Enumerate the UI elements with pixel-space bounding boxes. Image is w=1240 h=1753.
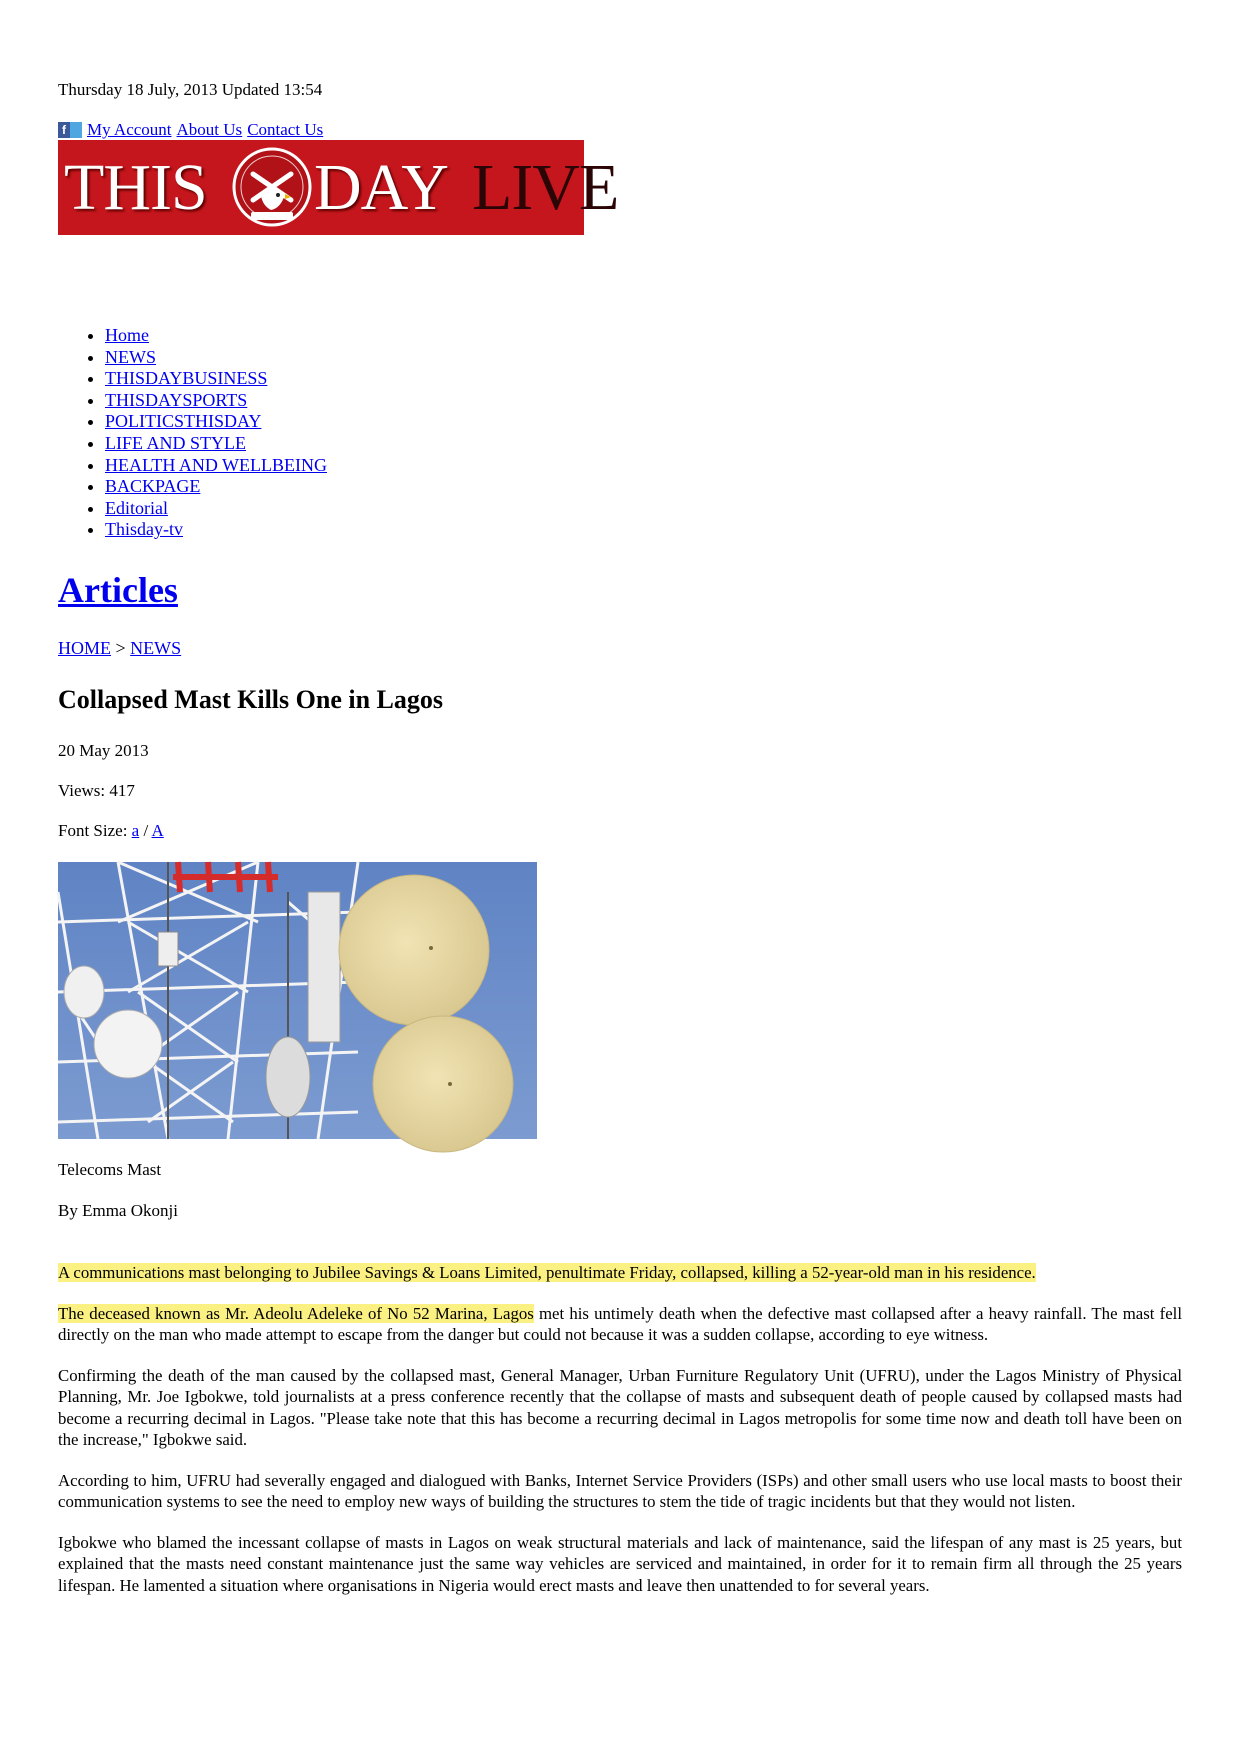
image-caption: Telecoms Mast (58, 1160, 162, 1179)
breadcrumb-separator: > (115, 638, 126, 658)
about-us-link[interactable]: About Us (176, 120, 243, 139)
paragraph-2-rest: met his untimely death when the defective mast collapsed after a heavy rainfall. The mast fell directly on the man who made attempt to escape from the danger but could not because it was a sudden collapse, according to eye witness. (58, 1303, 1182, 1344)
twitter-icon[interactable] (70, 122, 82, 138)
paragraph-5: Igbokwe who blamed the incessant collapse of masts in Lagos on weak structural materials and lack of maintenance, said the lifespan of any mast is 25 years, but explained that the masts need constant maintenance just the same way vehicles are serviced and maintained, in order for it to remain firm all through the 25 years lifespan. He lamented a situation where organisations in Nigeria would erect masts and leave then unattended to for several years. (58, 1532, 1182, 1595)
nav-item-home (105, 325, 327, 347)
nav-link-thisday-tv[interactable]: Thisday-tv (105, 519, 183, 540)
nav-item-editorial (105, 498, 327, 520)
nav-item-backpage (105, 476, 327, 498)
eagle-seal-icon (231, 146, 313, 228)
nav-link-backpage[interactable]: BACKPAGE (105, 476, 201, 497)
breadcrumb-news[interactable]: NEWS (130, 638, 182, 658)
article-title: Collapsed Mast Kills One in Lagos (58, 685, 443, 714)
nav-item-business (105, 368, 327, 390)
font-size-small-link[interactable]: a (131, 821, 140, 840)
top-links (58, 119, 323, 140)
article-views: Views: 417 (58, 781, 135, 800)
telecom-mast-image (58, 862, 537, 1139)
nav-link-home[interactable]: Home (105, 325, 149, 345)
font-size-separator: / (143, 821, 149, 840)
site-logo[interactable] (58, 140, 619, 235)
dateline: Thursday 18 July, 2013 Updated 13:54 (58, 80, 323, 99)
articles-heading[interactable]: Articles (58, 570, 178, 610)
nav-item-life-style (105, 433, 327, 455)
paragraph-2 (58, 1303, 1182, 1346)
nav-link-business[interactable]: THISDAYBUSINESS (105, 368, 268, 389)
highlighted-text: A communications mast belonging to Jubilee Savings & Loans Limited, penultimate Friday, collapsed, killing a 52-year-old man in his residence. (58, 1263, 1036, 1282)
nav-link-health[interactable]: HEALTH AND WELLBEING (105, 454, 327, 475)
my-account-link[interactable]: My Account (87, 120, 172, 139)
paragraph-3: Confirming the death of the man caused by the collapsed mast, General Manager, Urban Furniture Regulatory Unit (UFRU), under the Lagos Ministry of Physical Planning, Mr. Joe Igbokwe, told journalists at a press conference recently that the collapse of masts and subsequent death of people caused by collapsed masts had become a recurring decimal in Lagos. "Please take note that this has become a recurring decimal in Lagos metropolis for some time now and death toll have been on the increase," Igbokwe said. (58, 1365, 1182, 1449)
nav-link-news[interactable]: NEWS (105, 346, 156, 367)
nav-item-news (105, 347, 327, 369)
article-photo (58, 862, 537, 1139)
article-body (58, 1262, 1182, 1615)
nav-link-editorial[interactable]: Editorial (105, 497, 168, 518)
nav-item-sports (105, 390, 327, 412)
logo-word-this: THIS (64, 151, 207, 224)
font-size-label: Font Size: (58, 821, 128, 840)
nav-link-life-style[interactable]: LIFE AND STYLE (105, 432, 246, 453)
nav-link-politics[interactable]: POLITICSTHISDAY (105, 411, 262, 432)
social-icons[interactable] (58, 122, 82, 138)
paragraph-1 (58, 1262, 1182, 1284)
breadcrumb (58, 638, 181, 659)
logo-word-live: LIVE (472, 151, 619, 224)
font-size-control (58, 820, 164, 841)
article-date: 20 May 2013 (58, 741, 149, 760)
logo-word-day: DAY (314, 151, 448, 224)
nav-item-politics (105, 411, 327, 433)
facebook-icon[interactable]: f (58, 122, 70, 138)
contact-us-link[interactable]: Contact Us (247, 120, 324, 139)
paragraph-4: According to him, UFRU had severally engaged and dialogued with Banks, Internet Service Providers (ISPs) and other small users who use local masts to boost their communication systems to see the need to employ new ways of building the structures to stem the tide of tragic incidents but that they would not listen. (58, 1470, 1182, 1511)
article-byline: By Emma Okonji (58, 1201, 178, 1220)
nav-link-sports[interactable]: THISDAYSPORTS (105, 389, 248, 410)
breadcrumb-home[interactable]: HOME (58, 638, 111, 658)
main-nav (58, 325, 327, 541)
font-size-large-link[interactable]: A (151, 821, 164, 840)
nav-item-health (105, 455, 327, 477)
nav-item-thisday-tv (105, 519, 327, 541)
highlighted-text: The deceased known as Mr. Adeolu Adeleke of No 52 Marina, Lagos (58, 1303, 534, 1323)
